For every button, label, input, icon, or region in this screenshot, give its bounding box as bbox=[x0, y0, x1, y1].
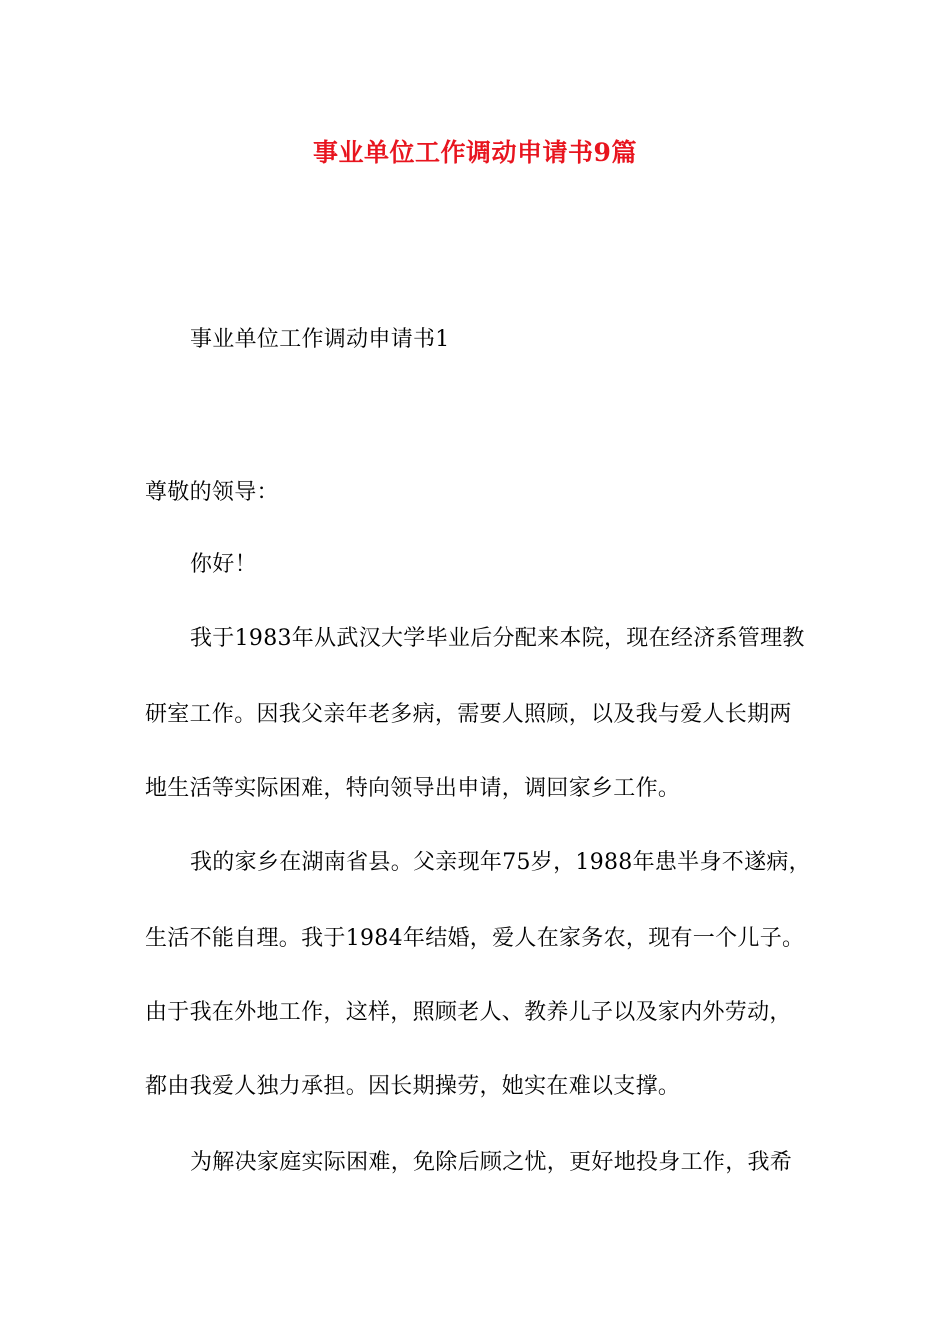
paragraph-2-line-1: 我的家乡在湖南省县。父亲现年75岁，1988年患半身不遂病， bbox=[190, 850, 811, 875]
paragraph-1-line-2: 研室工作。因我父亲年老多病，需要人照顾，以及我与爱人长期两 bbox=[145, 702, 792, 727]
document-title: 事业单位工作调动申请书9篇 bbox=[313, 138, 637, 167]
paragraph-1-line-3: 地生活等实际困难，特向领导出申请，调回家乡工作。 bbox=[145, 776, 681, 801]
paragraph-2-line-4: 都由我爱人独力承担。因长期操劳，她实在难以支撑。 bbox=[145, 1074, 681, 1099]
paragraph-2-line-3: 由于我在外地工作，这样，照顾老人、教养儿子以及家内外劳动， bbox=[145, 1000, 792, 1025]
greeting: 你好！ bbox=[190, 552, 257, 577]
salutation: 尊敬的领导： bbox=[145, 480, 279, 505]
paragraph-2-line-2: 生活不能自理。我于1984年结婚，爱人在家务农，现有一个儿子。 bbox=[145, 926, 805, 951]
section-heading: 事业单位工作调动申请书1 bbox=[190, 327, 450, 352]
paragraph-3-line-1: 为解决家庭实际困难，免除后顾之忧，更好地投身工作，我希 bbox=[190, 1150, 793, 1175]
paragraph-1-line-1: 我于1983年从武汉大学毕业后分配来本院，现在经济系管理教 bbox=[190, 626, 805, 651]
